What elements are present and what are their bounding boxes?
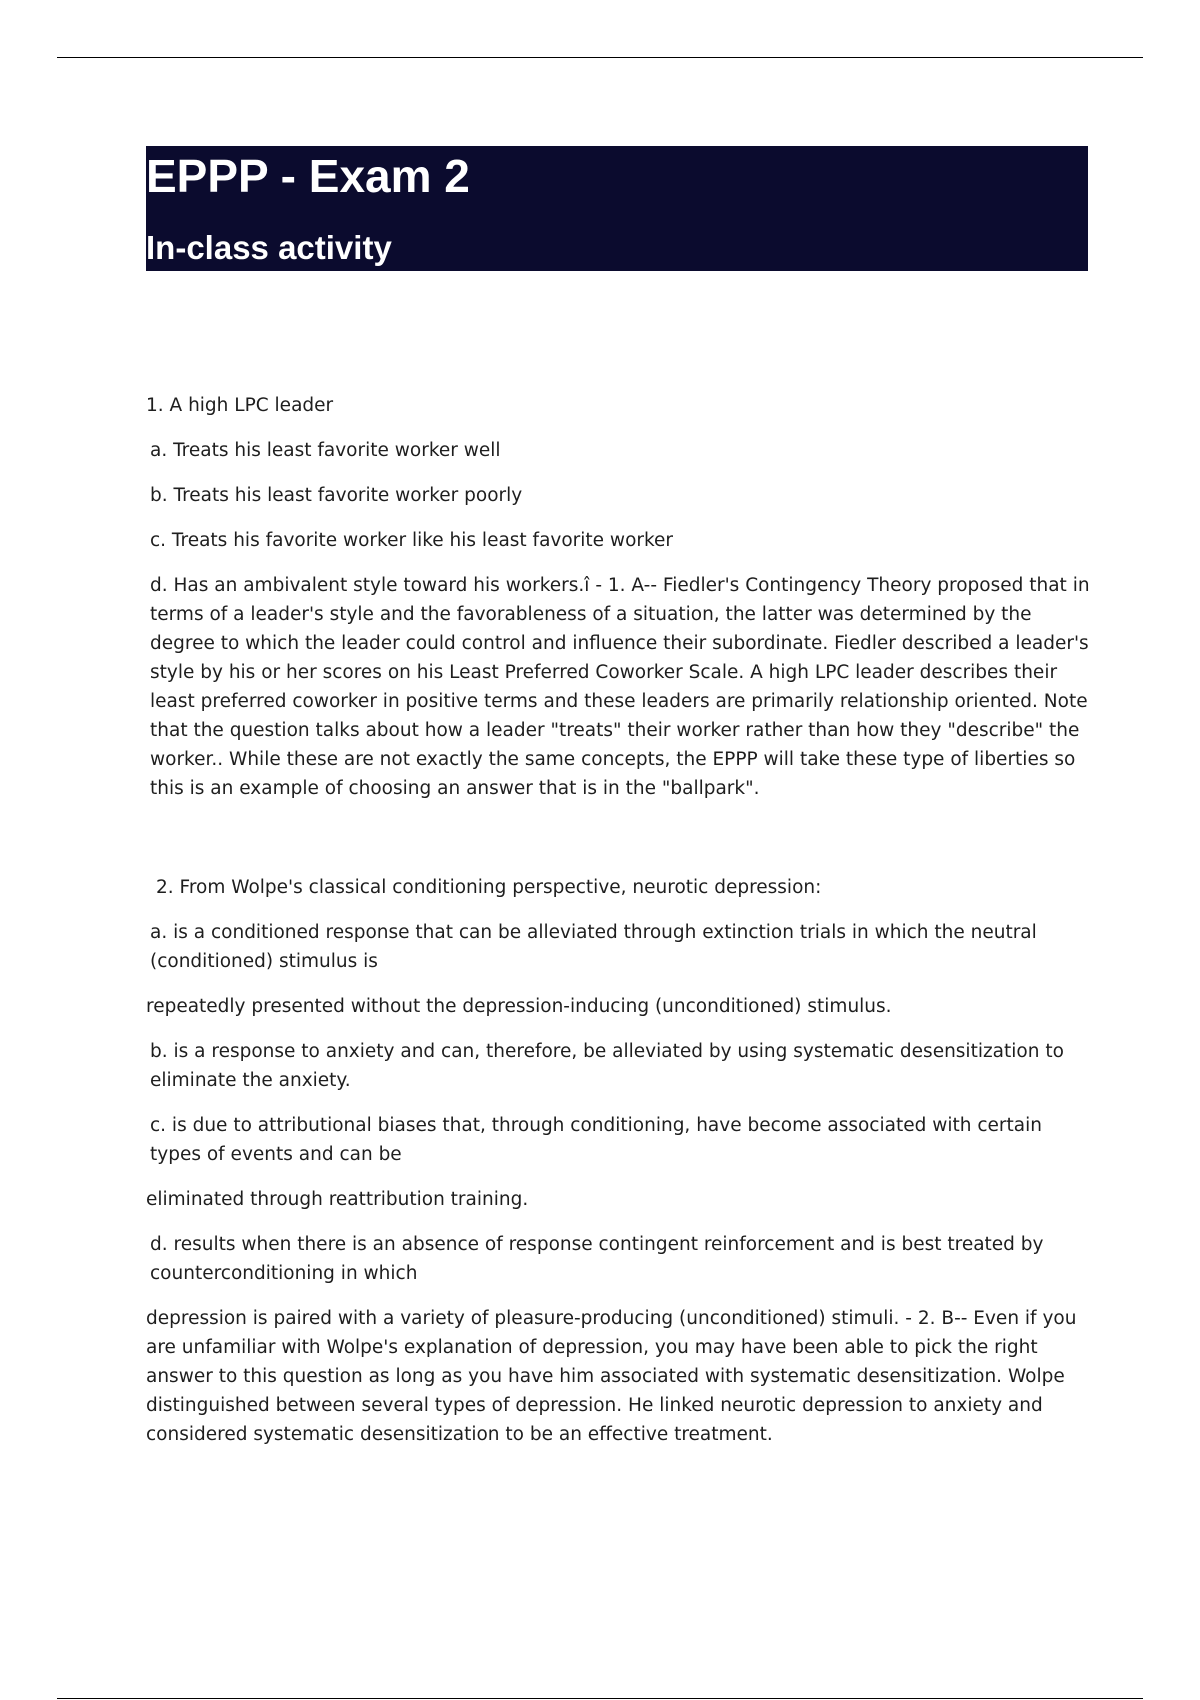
- question-2-option-d: d. results when there is an absence of response contingent reinforcement and is best treated by counterconditioning in which: [150, 1234, 1044, 1284]
- question-1-option-b: b. Treats his least favorite worker poorly: [150, 485, 523, 506]
- question-2: 2. From Wolpe's classical conditioning perspective, neurotic depression:: [156, 877, 822, 898]
- question-2-option-a-continued: repeatedly presented without the depression-inducing (unconditioned) stimulus.: [146, 996, 892, 1017]
- page-subtitle: In-class activity: [146, 229, 392, 266]
- question-1-option-c: c. Treats his favorite worker like his least favorite worker: [150, 530, 674, 551]
- question-2-answer: depression is paired with a variety of pleasure-producing (unconditioned) stimuli. - 2. B-- Even if you are unfamiliar with Wolpe's explanation of depression, you may have been able to pick the right answer to this question as long as you have him associated with systematic desensitization. Wolpe distinguished between several types of depression. He linked neurotic depression to anxiety and considered systematic desensitization to be an effective treatment.: [146, 1308, 1077, 1445]
- document-body: [146, 391, 1091, 1465]
- question-2-option-b: b. is a response to anxiety and can, therefore, be alleviated by using systematic desensitization to eliminate the anxiety.: [150, 1041, 1064, 1091]
- question-2-option-c-continued: eliminated through reattribution training.: [146, 1189, 529, 1210]
- question-1-option-a: a. Treats his least favorite worker well: [150, 440, 501, 461]
- question-1: 1. A high LPC leader: [146, 395, 334, 416]
- bottom-rule: [57, 1698, 1143, 1699]
- title-banner: [146, 146, 1088, 271]
- page-title: EPPP - Exam 2: [146, 150, 470, 202]
- question-2-option-c: c. is due to attributional biases that, through conditioning, have become associated with certain types of events and can be: [150, 1115, 1042, 1165]
- question-1-option-d-answer: d. Has an ambivalent style toward his workers.î - 1. A-- Fiedler's Contingency Theory proposed that in terms of a leader's style and the favorableness of a situation, the latter was determined by the degree to which the leader could control and influence their subordinate. Fiedler described a leader's style by his or her scores on his Least Preferred Coworker Scale. A high LPC leader describes their least preferred coworker in positive terms and these leaders are primarily relationship oriented. Note that the question talks about how a leader "treats" their worker rather than how they "describe" the worker.. While these are not exactly the same concepts, the EPPP will take these type of liberties so this is an example of choosing an answer that is in the "ballpark".: [150, 575, 1090, 799]
- question-2-option-a: a. is a conditioned response that can be alleviated through extinction trials in which the neutral (conditioned) stimulus is: [150, 922, 1037, 972]
- top-rule: [57, 57, 1143, 58]
- section-gap: [146, 819, 1091, 873]
